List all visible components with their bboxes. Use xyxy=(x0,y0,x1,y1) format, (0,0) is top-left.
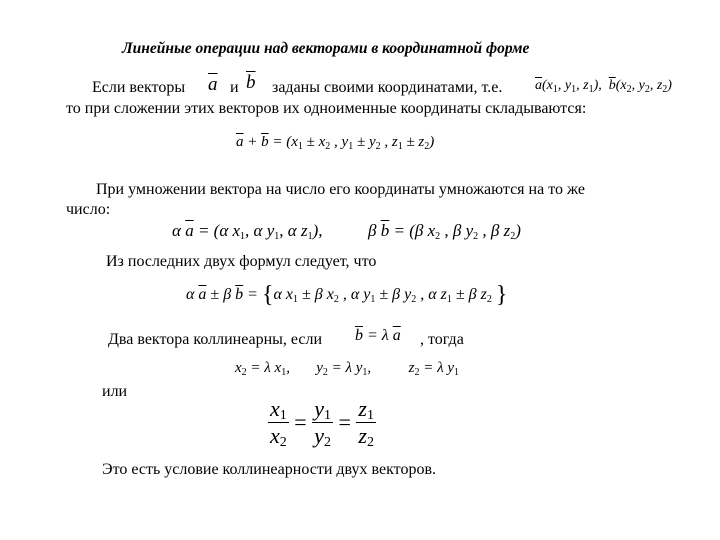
paragraph-2-line2: число: xyxy=(66,201,111,218)
vector-b-symbol: $\overline{b}$ xyxy=(246,72,256,93)
paragraph-1-start: Если векторы xyxy=(92,79,186,96)
sum-formula: $\overline{a} + \overline{b} = (x_1 \pm x_2$ , $y_1 \pm y_2$ , $z_1 \pm z_2$) xyxy=(236,134,435,152)
paragraph-3: Из последних двух формул следует, что xyxy=(106,253,377,270)
paragraph-2-line1: При умножении вектора на число его координаты умножаются на то же xyxy=(96,181,585,198)
paragraph-1-line2: то при сложении этих векторов их одноименные координаты складываются: xyxy=(66,100,587,117)
or-label: или xyxy=(102,383,128,400)
scalar-multiplication-b-formula: β $\overline{b} = (\beta$ $x_2$ , β $y_2$ , β $z_2$) xyxy=(368,221,521,242)
proportion-formula: $\frac{x_1}{x_2}$ = $\frac{y_1}{y_2}$ = $\frac{z_1}{z_2}$ xyxy=(270,396,374,450)
page-title: Линейные операции над векторами в координатной форме xyxy=(122,40,530,57)
scalar-multiplication-a-formula: α $\overline{a} = (\alpha$ $x_1$, α $y_1$, α $z_1$), xyxy=(172,221,323,242)
linear-combination-formula: α $\overline{a} \pm \beta$ $\overline{b} = \{\alpha$ $x_1 \pm \beta$ $x_2$ , α $y_1 \pm \beta$ $y_2$ , α $z_1 \pm \beta$ $z_2$ } xyxy=(186,282,508,308)
collinearity-condition-formula: $\overline{b} = \lambda$ $\overline{a}$ xyxy=(355,327,401,344)
paragraph-1-middle: заданы своими координатами, т.е. xyxy=(272,79,503,96)
conclusion: Это есть условие коллинеарности двух векторов. xyxy=(102,461,437,478)
coordinates-a-b-formula: $\overline{a}(x_1$, $y_1$, $z_1$), $\overline{b}(x_2$, $y_2$, $z_2$) xyxy=(535,78,672,95)
paragraph-4-start: Два вектора коллинеарны, если xyxy=(108,331,323,348)
paragraph-4-end: , тогда xyxy=(420,331,464,348)
paragraph-1-and: и xyxy=(230,79,239,96)
vector-a-symbol: $\overline{a}$ xyxy=(208,74,218,95)
coordinate-relations-formula: $x_2 = \lambda$ $x_1$, $y_2 = \lambda$ $y_1$, $z_2 = \lambda$ $y_1$ xyxy=(235,360,460,378)
